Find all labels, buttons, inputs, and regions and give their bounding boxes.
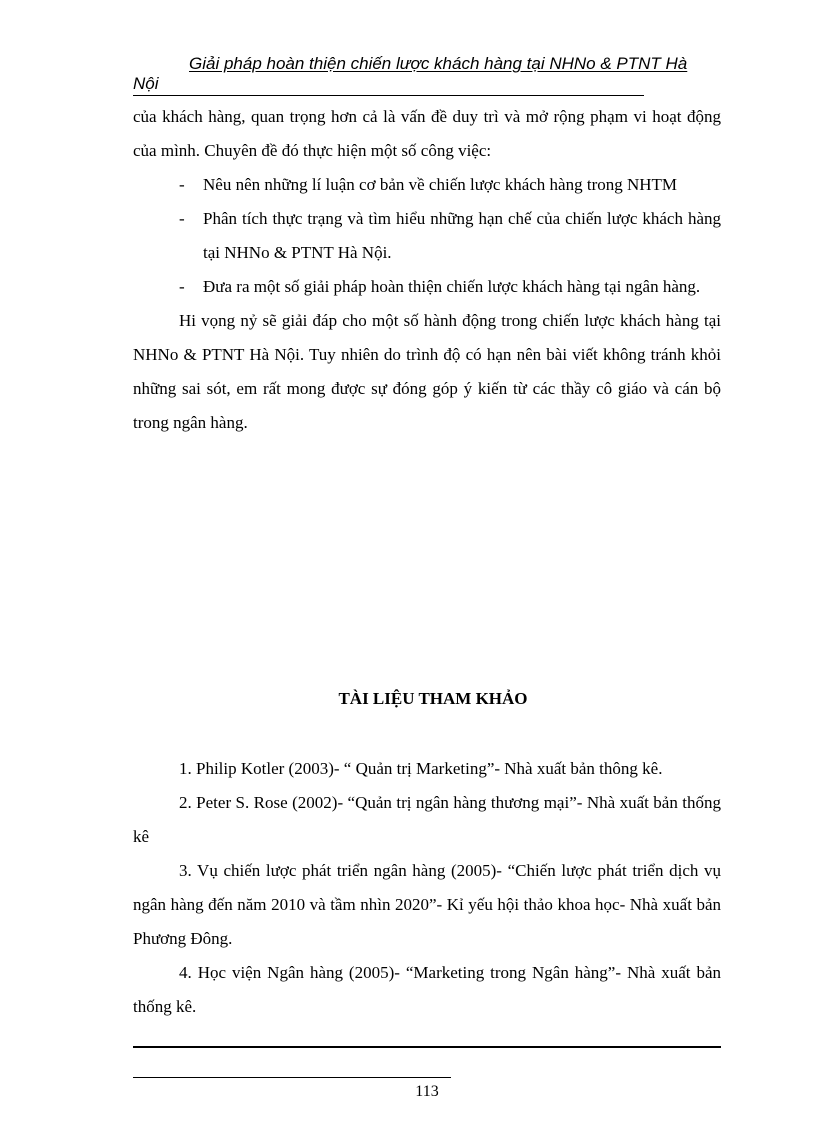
closing-paragraph: Hi vọng nỷ sẽ giải đáp cho một số hành động trong chiến lược khách hàng tại NHNo & PTNT Hà Nội. Tuy nhiên do trình độ có hạn nên bài viết không tránh khỏi những sai sót, em rất mong được sự đóng góp ý kiến từ các thầy cô giáo và cán bộ trong ngân hàng. — [133, 311, 721, 432]
header-line-1: Giải pháp hoàn thiện chiến lược khách hàng tại NHNo & PTNT Hà — [189, 54, 688, 73]
task-item: - Nêu nên những lí luận cơ bản về chiến lược khách hàng trong NHTM — [179, 175, 678, 194]
reference-item: 4. Học viện Ngân hàng (2005)- “Marketing trong Ngân hàng”- Nhà xuất bản thống kê. — [133, 963, 721, 1016]
task-item: - Đưa ra một số giải pháp hoàn thiện chiến lược khách hàng tại ngân hàng. — [179, 277, 701, 296]
body-section — [133, 100, 721, 440]
intro-paragraph: của khách hàng, quan trọng hơn cả là vấn đề duy trì và mở rộng phạm vi hoạt động của mình. Chuyên đề đó thực hiện một số công việc: — [133, 107, 721, 160]
task-item-text: Phân tích thực trạng và tìm hiểu những hạn chế của chiến lược khách hàng tại NHNo & PTNT Hà Nội. — [203, 209, 721, 262]
header-rule — [133, 95, 644, 96]
page-number: 113 — [415, 1083, 439, 1100]
running-header — [133, 54, 699, 94]
reference-item: 3. Vụ chiến lược phát triển ngân hàng (2005)- “Chiến lược phát triển dịch vụ ngân hàng đến năm 2010 và tầm nhìn 2020”- Kỉ yếu hội thảo khoa học- Nhà xuất bản Phương Đông. — [133, 861, 721, 948]
reference-item: 1. Philip Kotler (2003)- “ Quản trị Marketing”- Nhà xuất bản thông kê. — [179, 759, 663, 778]
footnote-separator — [133, 1077, 451, 1078]
reference-item: 2. Peter S. Rose (2002)- “Quản trị ngân hàng thương mại”- Nhà xuất bản thống kê — [133, 793, 721, 846]
task-item-text: Đưa ra một số giải pháp hoàn thiện chiến lược khách hàng tại ngân hàng. — [203, 277, 701, 296]
header-line-2: Nội — [133, 74, 159, 93]
task-item: - Phân tích thực trạng và tìm hiểu những hạn chế của chiến lược khách hàng tại NHNo & PTNT Hà Nội. — [179, 209, 721, 262]
references-list — [133, 752, 721, 1024]
task-item-text: Nêu nên những lí luận cơ bản về chiến lược khách hàng trong NHTM — [203, 175, 678, 194]
task-list — [133, 168, 721, 304]
references-title: TÀI LIỆU THAM KHẢO — [338, 689, 528, 708]
footer-rule — [133, 1046, 721, 1048]
